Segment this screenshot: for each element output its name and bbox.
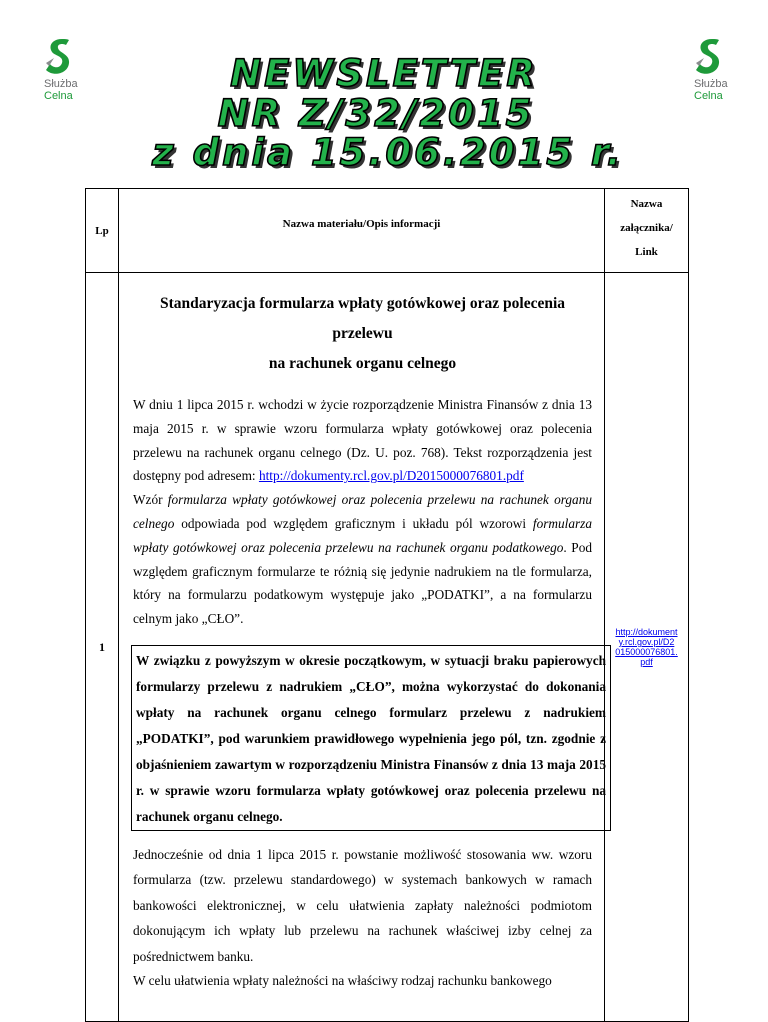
attachment-link[interactable]: [605, 627, 688, 667]
paragraph-2-part-a: Wzór: [133, 492, 168, 508]
row-content: [119, 273, 605, 1022]
table-row: [86, 273, 689, 1022]
logo-line-2: Celna: [694, 90, 723, 102]
header-description: Nazwa materiału/Opis informacji: [119, 189, 605, 273]
logo-line-1: Służba: [44, 78, 78, 90]
header-attachment-line-1: Nazwa: [630, 198, 663, 210]
attachment-link-line-2[interactable]: y.rcl.gov.pl/D2: [618, 637, 675, 647]
paragraph-3: Jednocześnie od dnia 1 lipca 2015 r. powstanie możliwość stosowania ww. wzoru formularza (tzw. przelewu standardowego) w systemach bankowych w ramach bankowości elektronicznej, w celu ułatwienia zapłaty należności podmiotom dokonującym ich wpłaty lub przelewu na rachunek właściwej izby celnej za pośrednictwem banku.: [133, 846, 592, 964]
article-heading: [133, 289, 592, 379]
attachment-link-line-1[interactable]: http://dokument: [615, 627, 678, 637]
highlighted-notice-box: W związku z powyższym w okresie początkowym, w sytuacji braku papierowych formularzy przelewu z nadrukiem „CŁO”, można wykorzystać do dokonania wpłaty na rachunek organu celnego formularz przelewu z nadrukiem „PODATKI”, pod warunkiem prawidłowego wypełnienia jego pól, tzn. zgodnie z objaśnieniem zawartym w rozporządzeniu Ministra Finansów z dnia 13 maja 2015 r. w sprawie wzoru formularza wpłaty gotówkowej oraz polecenia przelewu na rachunek organu celnego.: [131, 645, 611, 831]
title-newsletter: NEWSLETTER: [230, 52, 538, 95]
paragraph-2-part-c: odpowiada pod względem graficznym i układu pól wzorowi: [174, 515, 533, 531]
header-attachment-line-3: Link: [635, 246, 658, 258]
article-heading-line-1: Standaryzacja formularza wpłaty gotówkowej oraz polecenia przelewu: [159, 295, 566, 342]
paragraph-2-italic-customs-form: formularza wpłaty gotówkowej oraz polecenia przelewu na rachunek organu celnego: [133, 492, 592, 531]
paragraph-4: W celu ułatwienia wpłaty należności na właściwy rodzaj rachunku bankowego: [133, 973, 552, 989]
paragraph-1-text: W dniu 1 lipca 2015 r. wchodzi w życie rozporządzenie Ministra Finansów z dnia 13 maja 2015 r. w sprawie wzoru formularza wpłaty gotówkowej oraz polecenia przelewu na rachunek organu celnego (Dz. U. poz. 768). Tekst rozporządzenia jest dostępny pod adresem:: [133, 397, 592, 484]
title-date: z dnia 15.06.2015 r.: [152, 131, 624, 174]
logo-line-2: Celna: [44, 90, 73, 102]
paragraph-2-part-e: . Pod względem graficznym formularze te różnią się jedynie nadrukiem na tle formularza, który na formularzu podatkowym występuje jako „PODATKI”, a na formularzu celnym jako „CŁO”.: [133, 539, 592, 627]
paragraph-1: [133, 393, 592, 488]
paragraph-2-italic-tax-form: formularza wpłaty gotówkowej oraz polecenia przelewu na rachunek organu podatkowego: [133, 515, 592, 555]
attachment-link-line-3[interactable]: 015000076801.: [615, 647, 678, 657]
attachment-link-cell: [605, 273, 689, 1022]
table-header-row: [86, 189, 689, 273]
attachment-link-line-4[interactable]: pdf: [640, 657, 653, 667]
header-attachment: [605, 189, 689, 273]
row-number: 1: [86, 273, 119, 1022]
article-heading-line-2: na rachunek organu celnego: [268, 355, 457, 372]
header-attachment-line-2: załącznika/: [620, 222, 673, 234]
regulation-link[interactable]: http://dokumenty.rcl.gov.pl/D2015000076801.pdf: [258, 468, 524, 484]
header-lp: Lp: [86, 189, 119, 273]
title-number: NR Z/32/2015: [217, 92, 535, 135]
newsletter-table: [85, 188, 689, 1022]
paragraph-2: [133, 488, 592, 631]
logo-line-1: Służba: [694, 78, 728, 90]
